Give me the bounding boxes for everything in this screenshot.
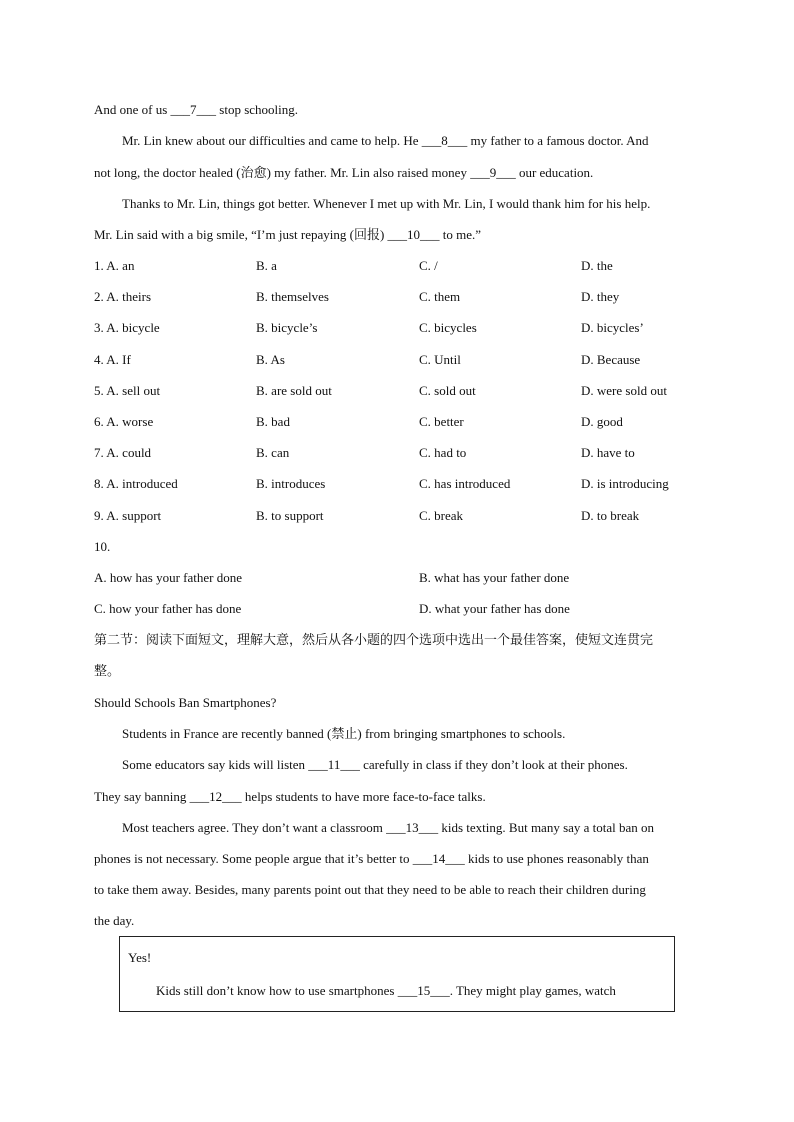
option-c: C. sold out bbox=[419, 383, 476, 398]
passage-line: the day. bbox=[94, 913, 135, 928]
option-c: C. break bbox=[419, 508, 464, 523]
option-c: C. has introduced bbox=[419, 476, 511, 491]
question-number: 10. bbox=[94, 539, 111, 554]
question-row bbox=[94, 476, 714, 492]
passage-line: Some educators say kids will listen ___11___ carefully in class if they don’t look at their phones. bbox=[122, 757, 628, 772]
option-b: B. bad bbox=[256, 414, 290, 429]
box-line: Kids still don’t know how to use smartphones ___15___. They might play games, watch bbox=[156, 983, 616, 998]
option-d: D. bicycles’ bbox=[581, 320, 644, 335]
question-row bbox=[94, 601, 714, 617]
option-d: D. they bbox=[581, 289, 620, 304]
passage-line: to take them away. Besides, many parents point out that they need to be able to reach their children during bbox=[94, 882, 646, 897]
option-a: A. how has your father done bbox=[94, 570, 243, 585]
option-a: 2. A. theirs bbox=[94, 289, 152, 304]
option-d: D. is introducing bbox=[581, 476, 669, 491]
option-a: 8. A. introduced bbox=[94, 476, 178, 491]
option-b: B. themselves bbox=[256, 289, 329, 304]
option-a: 5. A. sell out bbox=[94, 383, 161, 398]
option-c: C. better bbox=[419, 414, 464, 429]
question-row bbox=[94, 414, 714, 430]
option-b: B. introduces bbox=[256, 476, 326, 491]
passage-line: And one of us ___7___ stop schooling. bbox=[94, 102, 299, 117]
option-b: B. are sold out bbox=[256, 383, 332, 398]
passage-line: phones is not necessary. Some people argue that it’s better to ___14___ kids to use phones reasonably than bbox=[94, 851, 649, 866]
option-d: D. were sold out bbox=[581, 383, 667, 398]
passage-line: Students in France are recently banned (禁止) from bringing smartphones to schools. bbox=[122, 726, 566, 741]
option-a: 1. A. an bbox=[94, 258, 135, 273]
question-row bbox=[94, 320, 714, 336]
option-d: D. Because bbox=[581, 352, 641, 367]
passage-line: Mr. Lin knew about our difficulties and came to help. He ___8___ my father to a famous doctor. And bbox=[122, 133, 649, 148]
option-d: D. good bbox=[581, 414, 623, 429]
passage-title: Should Schools Ban Smartphones? bbox=[94, 695, 277, 710]
option-c: C. them bbox=[419, 289, 461, 304]
question-row bbox=[94, 352, 714, 368]
option-d: D. the bbox=[581, 258, 613, 273]
opinion-box bbox=[119, 936, 675, 1012]
question-row bbox=[94, 570, 714, 586]
passage-line: Mr. Lin said with a big smile, “I’m just repaying (回报) ___10___ to me.” bbox=[94, 227, 482, 242]
option-c: C. Until bbox=[419, 352, 461, 367]
option-a: 9. A. support bbox=[94, 508, 162, 523]
option-a: 3. A. bicycle bbox=[94, 320, 160, 335]
option-a: 4. A. If bbox=[94, 352, 131, 367]
option-d: D. what your father has done bbox=[419, 601, 570, 616]
passage-line: Thanks to Mr. Lin, things got better. Whenever I met up with Mr. Lin, I would thank him for his help. bbox=[122, 196, 651, 211]
passage-line: Most teachers agree. They don’t want a classroom ___13___ kids texting. But many say a total ban on bbox=[122, 820, 655, 835]
passage-line: They say banning ___12___ helps students to have more face-to-face talks. bbox=[94, 789, 486, 804]
section-instruction: 整。 bbox=[94, 664, 121, 679]
question-row bbox=[94, 383, 714, 399]
option-c: C. had to bbox=[419, 445, 467, 460]
option-b: B. can bbox=[256, 445, 290, 460]
option-b: B. a bbox=[256, 258, 277, 273]
option-a: 6. A. worse bbox=[94, 414, 154, 429]
option-b: B. what has your father done bbox=[419, 570, 570, 585]
option-c: C. bicycles bbox=[419, 320, 477, 335]
box-heading: Yes! bbox=[128, 950, 152, 965]
section-instruction: 第二节：阅读下面短文，理解大意，然后从各小题的四个选项中选出一个最佳答案，使短文连贯完 bbox=[94, 633, 654, 648]
question-row bbox=[94, 258, 714, 274]
option-c: C. how your father has done bbox=[94, 601, 242, 616]
option-d: D. to break bbox=[581, 508, 640, 523]
option-b: B. to support bbox=[256, 508, 324, 523]
option-b: B. bicycle’s bbox=[256, 320, 318, 335]
question-row bbox=[94, 289, 714, 305]
question-row bbox=[94, 508, 714, 524]
option-b: B. As bbox=[256, 352, 285, 367]
passage-line: not long, the doctor healed (治愈) my father. Mr. Lin also raised money ___9___ our education. bbox=[94, 165, 594, 180]
option-a: 7. A. could bbox=[94, 445, 152, 460]
question-row bbox=[94, 445, 714, 461]
option-d: D. have to bbox=[581, 445, 635, 460]
option-c: C. / bbox=[419, 258, 438, 273]
